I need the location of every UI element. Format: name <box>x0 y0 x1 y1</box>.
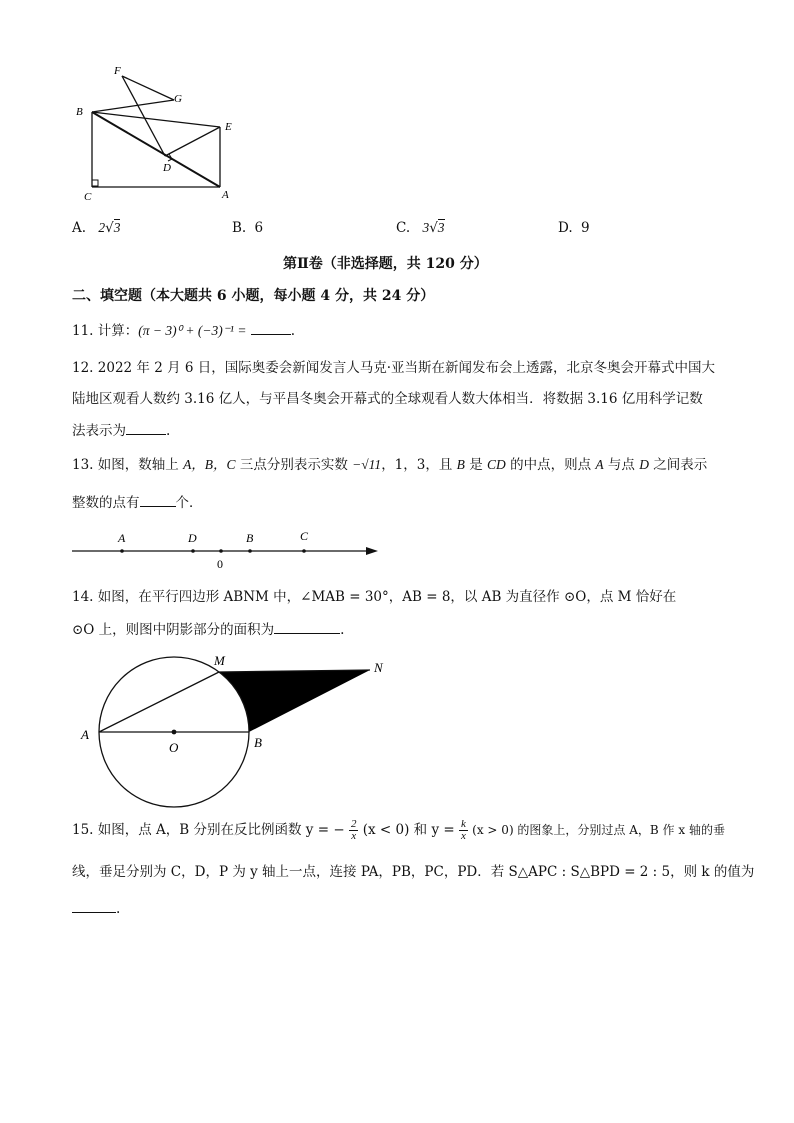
q11-end: . <box>290 323 296 339</box>
label-d: D <box>188 531 197 545</box>
q15-frac1-num: 2 <box>350 818 357 830</box>
fill-blank-title: 二、填空题（本大题共 6 小题，每小题 4 分，共 24 分） <box>72 288 435 304</box>
q13-text-k: 与点 <box>603 457 640 473</box>
q13-answer-blank[interactable] <box>140 492 176 507</box>
option-a-coef: 2 <box>98 220 106 235</box>
label-b: B <box>76 106 83 118</box>
q15-end: . <box>116 901 121 917</box>
q11-expression: (π − 3)⁰ + (−3)⁻¹ = <box>138 323 247 338</box>
option-c-coef: 3 <box>422 220 430 235</box>
q12-line-2: 陆地区观看人数约 3.16 亿人，与平昌冬奥会开幕式的全球观看人数大体相当．将数据 3.16 亿用科学记数 <box>72 391 703 407</box>
label-f: F <box>114 65 121 77</box>
option-b-letter: B. <box>232 220 247 236</box>
point-d <box>191 549 195 553</box>
segment-bg <box>92 100 174 112</box>
q15-line-2: 线，垂足分别为 C，D，P 为 y 轴上一点，连接 PA，PB，PC，PD．若 S△APC : S△BPD = 2 : 5，则 k 的值为 <box>72 864 755 880</box>
q13-text-c: 三点分别表示实数 <box>235 457 353 473</box>
right-angle-c <box>92 180 98 186</box>
label-c: C <box>84 191 92 203</box>
option-b-value: 6 <box>254 220 264 236</box>
segment-fg <box>122 76 174 100</box>
option-c-radicand: 3 <box>437 220 445 235</box>
q12-end: . <box>166 423 171 439</box>
label-a: A <box>118 531 126 545</box>
q11-prefix: 计算： <box>97 323 139 339</box>
diagonal-ba <box>92 112 220 187</box>
label-zero: 0 <box>217 557 223 571</box>
center-o <box>172 730 177 735</box>
q13-line-2 <box>72 492 203 513</box>
q13-text-a: 13. 如图，数轴上 <box>72 457 184 473</box>
q12-line-1: 12. 2022 年 2 月 6 日，国际奥委会新闻发言人马克·亚当斯在新闻发布会上透露，北京冬奥会开幕式中国大 <box>72 360 716 376</box>
option-d-letter: D. <box>558 220 573 236</box>
q13-d: D <box>639 457 649 472</box>
label-a: A <box>81 727 89 742</box>
q15-line-3 <box>72 898 120 919</box>
q13-prefix: 整数的点有 <box>72 495 140 511</box>
option-c[interactable] <box>396 218 445 238</box>
q15-fraction-2-over-x <box>349 819 359 842</box>
q15-fraction-k-over-x <box>459 819 468 842</box>
option-d-value: 9 <box>580 220 590 236</box>
label-e: E <box>225 121 232 133</box>
axis-arrow-icon <box>366 547 378 555</box>
q13-text-m: 之间表示 <box>648 457 708 473</box>
label-o: O <box>169 740 179 755</box>
q15-text-b: (x < 0) 和 y = <box>362 822 455 838</box>
q12-answer-blank[interactable] <box>126 420 166 435</box>
q13-text-g: 是 <box>464 457 488 473</box>
q15-line-1 <box>72 818 725 842</box>
option-a-value <box>98 220 120 236</box>
q13-suffix: 个． <box>175 495 203 511</box>
q13-a: A <box>595 457 604 472</box>
point-c <box>302 549 306 553</box>
point-a <box>120 549 124 553</box>
q13-cd: CD <box>487 457 506 472</box>
option-c-letter: C. <box>396 220 411 236</box>
q15-text-a: 15. 如图，点 A，B 分别在反比例函数 y = − <box>72 822 345 838</box>
q15-frac2-den: x <box>460 830 466 842</box>
point-zero <box>219 549 223 553</box>
label-b: B <box>246 531 254 545</box>
q13-points: A，B，C <box>183 457 236 472</box>
option-a-radicand: 3 <box>113 220 121 235</box>
q14-answer-blank[interactable] <box>274 619 340 634</box>
sqrt-icon: √ <box>429 220 438 236</box>
q13-text-i: 的中点，则点 <box>505 457 596 473</box>
label-b: B <box>254 735 262 750</box>
q15-frac2-num: k <box>460 818 466 830</box>
label-d: D <box>163 162 171 174</box>
label-c: C <box>300 529 309 543</box>
figure-rectangle-geometry <box>70 60 250 205</box>
option-d[interactable] <box>558 218 590 238</box>
q13-text-e: ，1，3，且 <box>381 457 457 473</box>
q11-answer-blank[interactable] <box>251 320 291 335</box>
label-g: G <box>174 93 182 105</box>
q15-text-c: (x > 0) 的图象上，分别过点 A，B 作 x 轴的垂 <box>472 823 725 837</box>
q14-line-1: 14. 如图，在平行四边形 ABNM 中，∠MAB = 30°，AB = 8，以 AB 为直径作 ⊙O，点 M 恰好在 <box>72 589 677 605</box>
q11-number: 11. <box>72 323 94 339</box>
question-11 <box>72 320 295 341</box>
point-b <box>248 549 252 553</box>
figure-circle-parallelogram <box>78 648 398 818</box>
number-line <box>68 525 388 575</box>
q13-neg-sqrt11: −√11 <box>352 457 382 472</box>
label-a: A <box>222 189 229 201</box>
label-n: N <box>374 660 383 675</box>
q13-b: B <box>456 457 465 472</box>
q12-prefix: 法表示为 <box>72 423 126 439</box>
q14-prefix: ⊙O 上，则图中阴影部分的面积为 <box>72 622 275 638</box>
q12-line-3 <box>72 420 170 441</box>
q14-end: . <box>340 622 345 638</box>
option-b[interactable] <box>232 218 263 238</box>
option-a[interactable] <box>72 218 120 238</box>
segment-de <box>165 127 220 156</box>
q15-frac1-den: x <box>351 830 357 842</box>
section2-title: 第Ⅱ卷（非选择题，共 120 分） <box>283 256 488 272</box>
q13-line-1 <box>72 455 707 475</box>
label-m: M <box>214 653 225 668</box>
sqrt-icon: √ <box>105 220 114 236</box>
q14-line-2 <box>72 619 344 640</box>
q15-answer-blank[interactable] <box>72 898 116 913</box>
option-a-letter: A. <box>72 220 87 236</box>
chord-am <box>99 672 219 732</box>
option-c-value <box>422 220 444 236</box>
edge-be <box>92 112 220 127</box>
